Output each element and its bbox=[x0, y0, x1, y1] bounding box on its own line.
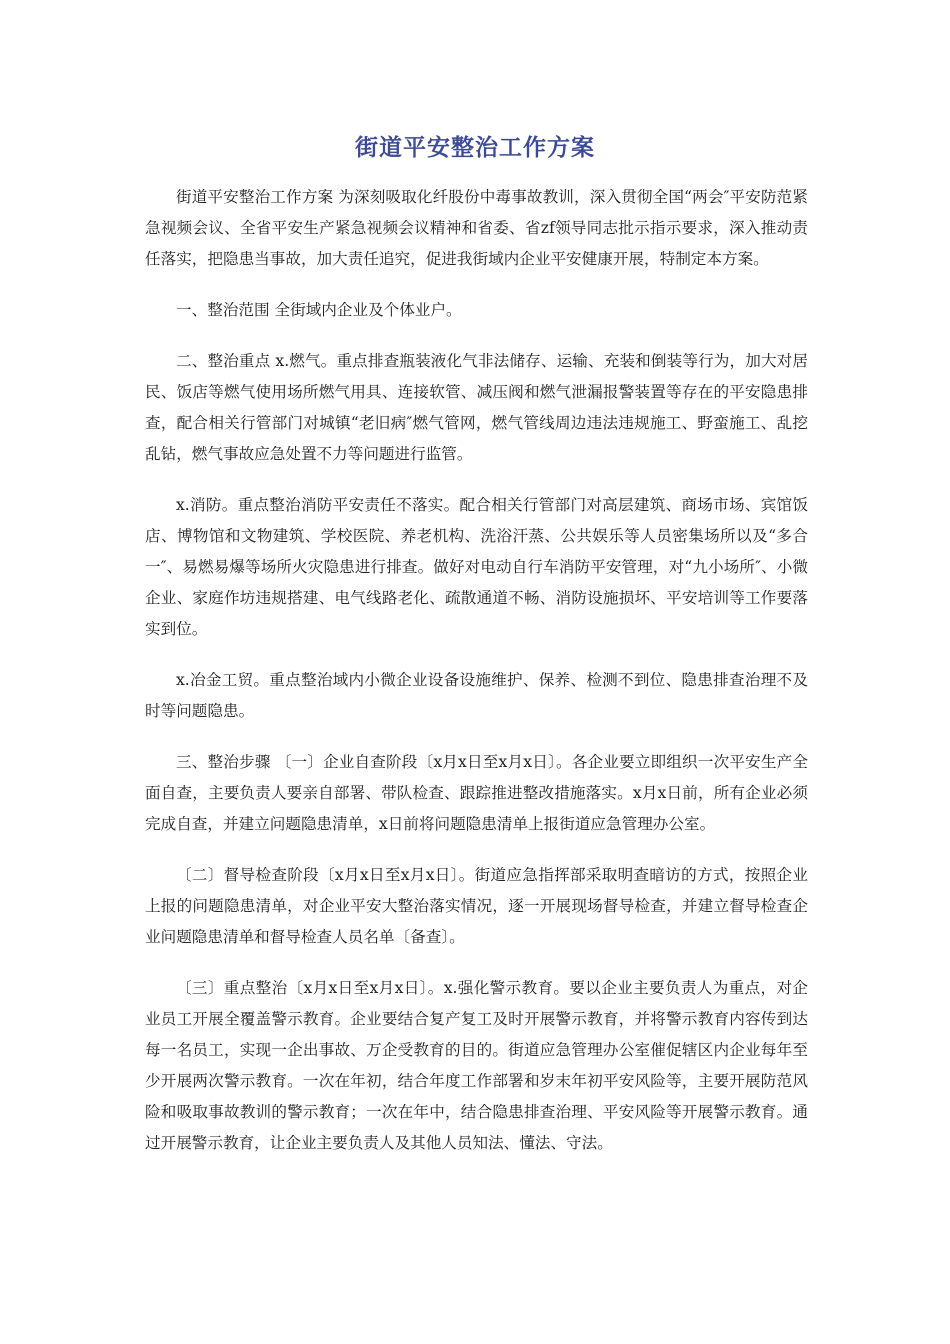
paragraph-metallurgy: x.冶金工贸。重点整治域内小微企业设备设施维护、保养、检测不到位、隐患排查治理不及时等问题隐患。 bbox=[145, 671, 808, 720]
paragraph-steps-supervision: 〔二〕督导检查阶段〔x月x日至x月x日〕。街道应急指挥部采取明查暗访的方式，按照企业上报的问题隐患清单，对企业平安大整治落实情况，逐一开展现场督导检查，并建立督导检查企业问题隐患清单和督导检查人员名单〔备查〕。 bbox=[145, 866, 808, 946]
paragraph-scope: 一、整治范围 全街域内企业及个体业户。 bbox=[176, 301, 462, 319]
paragraph-steps-key-rectification: 〔三〕重点整治〔x月x日至x月x日〕。x.强化警示教育。要以企业主要负责人为重点，对企业员工开展全覆盖警示教育。企业要结合复产复工及时开展警示教育，并将警示教育内容传到达每一名员工，实现一企出事故、万企受教育的目的。街道应急管理办公室催促辖区内企业每年至少开展两次警示教育。一次在年初，结合年度工作部署和岁末年初平安风险等，主要开展防范风险和吸取事故教训的警示教育；一次在年中，结合隐患排查治理、平安风险等开展警示教育。通过开展警示教育，让企业主要负责人及其他人员知法、懂法、守法。 bbox=[145, 979, 808, 1152]
paragraph-steps-self-check: 三、整治步骤 〔一〕企业自查阶段〔x月x日至x月x日〕。各企业要立即组织一次平安生产全面自查，主要负责人要亲自部署、带队检查、跟踪推进整改措施落实。x月x日前，所有企业必须完成自查，并建立问题隐患清单，x日前将问题隐患清单上报街道应急管理办公室。 bbox=[145, 753, 808, 833]
paragraph-intro: 街道平安整治工作方案 为深刻吸取化纤股份中毒事故教训，深入贯彻全国“两会″平安防范紧急视频会议、全省平安生产紧急视频会议精神和省委、省zf领导同志批示指示要求，深入推动责任落实，把隐患当事故，加大责任追究，促进我街域内企业平安健康开展，特制定本方案。 bbox=[145, 188, 808, 268]
paragraph-fire: x.消防。重点整治消防平安责任不落实。配合相关行管部门对高层建筑、商场市场、宾馆饭店、博物馆和文物建筑、学校医院、养老机构、洗浴汗蒸、公共娱乐等人员密集场所以及“多合一″、易燃易爆等场所火灾隐患进行排查。做好对电动自行车消防平安管理，对“九小场所″、小微企业、家庭作坊违规搭建、电气线路老化、疏散通道不畅、消防设施损坏、平安培训等工作要落实到位。 bbox=[145, 496, 808, 638]
document-body bbox=[145, 182, 808, 1179]
paragraph-gas: 二、整治重点 x.燃气。重点排查瓶装液化气非法储存、运输、充装和倒装等行为，加大对居民、饭店等燃气使用场所燃气用具、连接软管、减压阀和燃气泄漏报警装置等存在的平安隐患排查，配合相关行管部门对城镇“老旧病″燃气管网，燃气管线周边违法违规施工、野蛮施工、乱挖乱钻，燃气事故应急处置不力等问题进行监管。 bbox=[145, 352, 808, 463]
document-title: 街道平安整治工作方案 bbox=[355, 135, 595, 161]
